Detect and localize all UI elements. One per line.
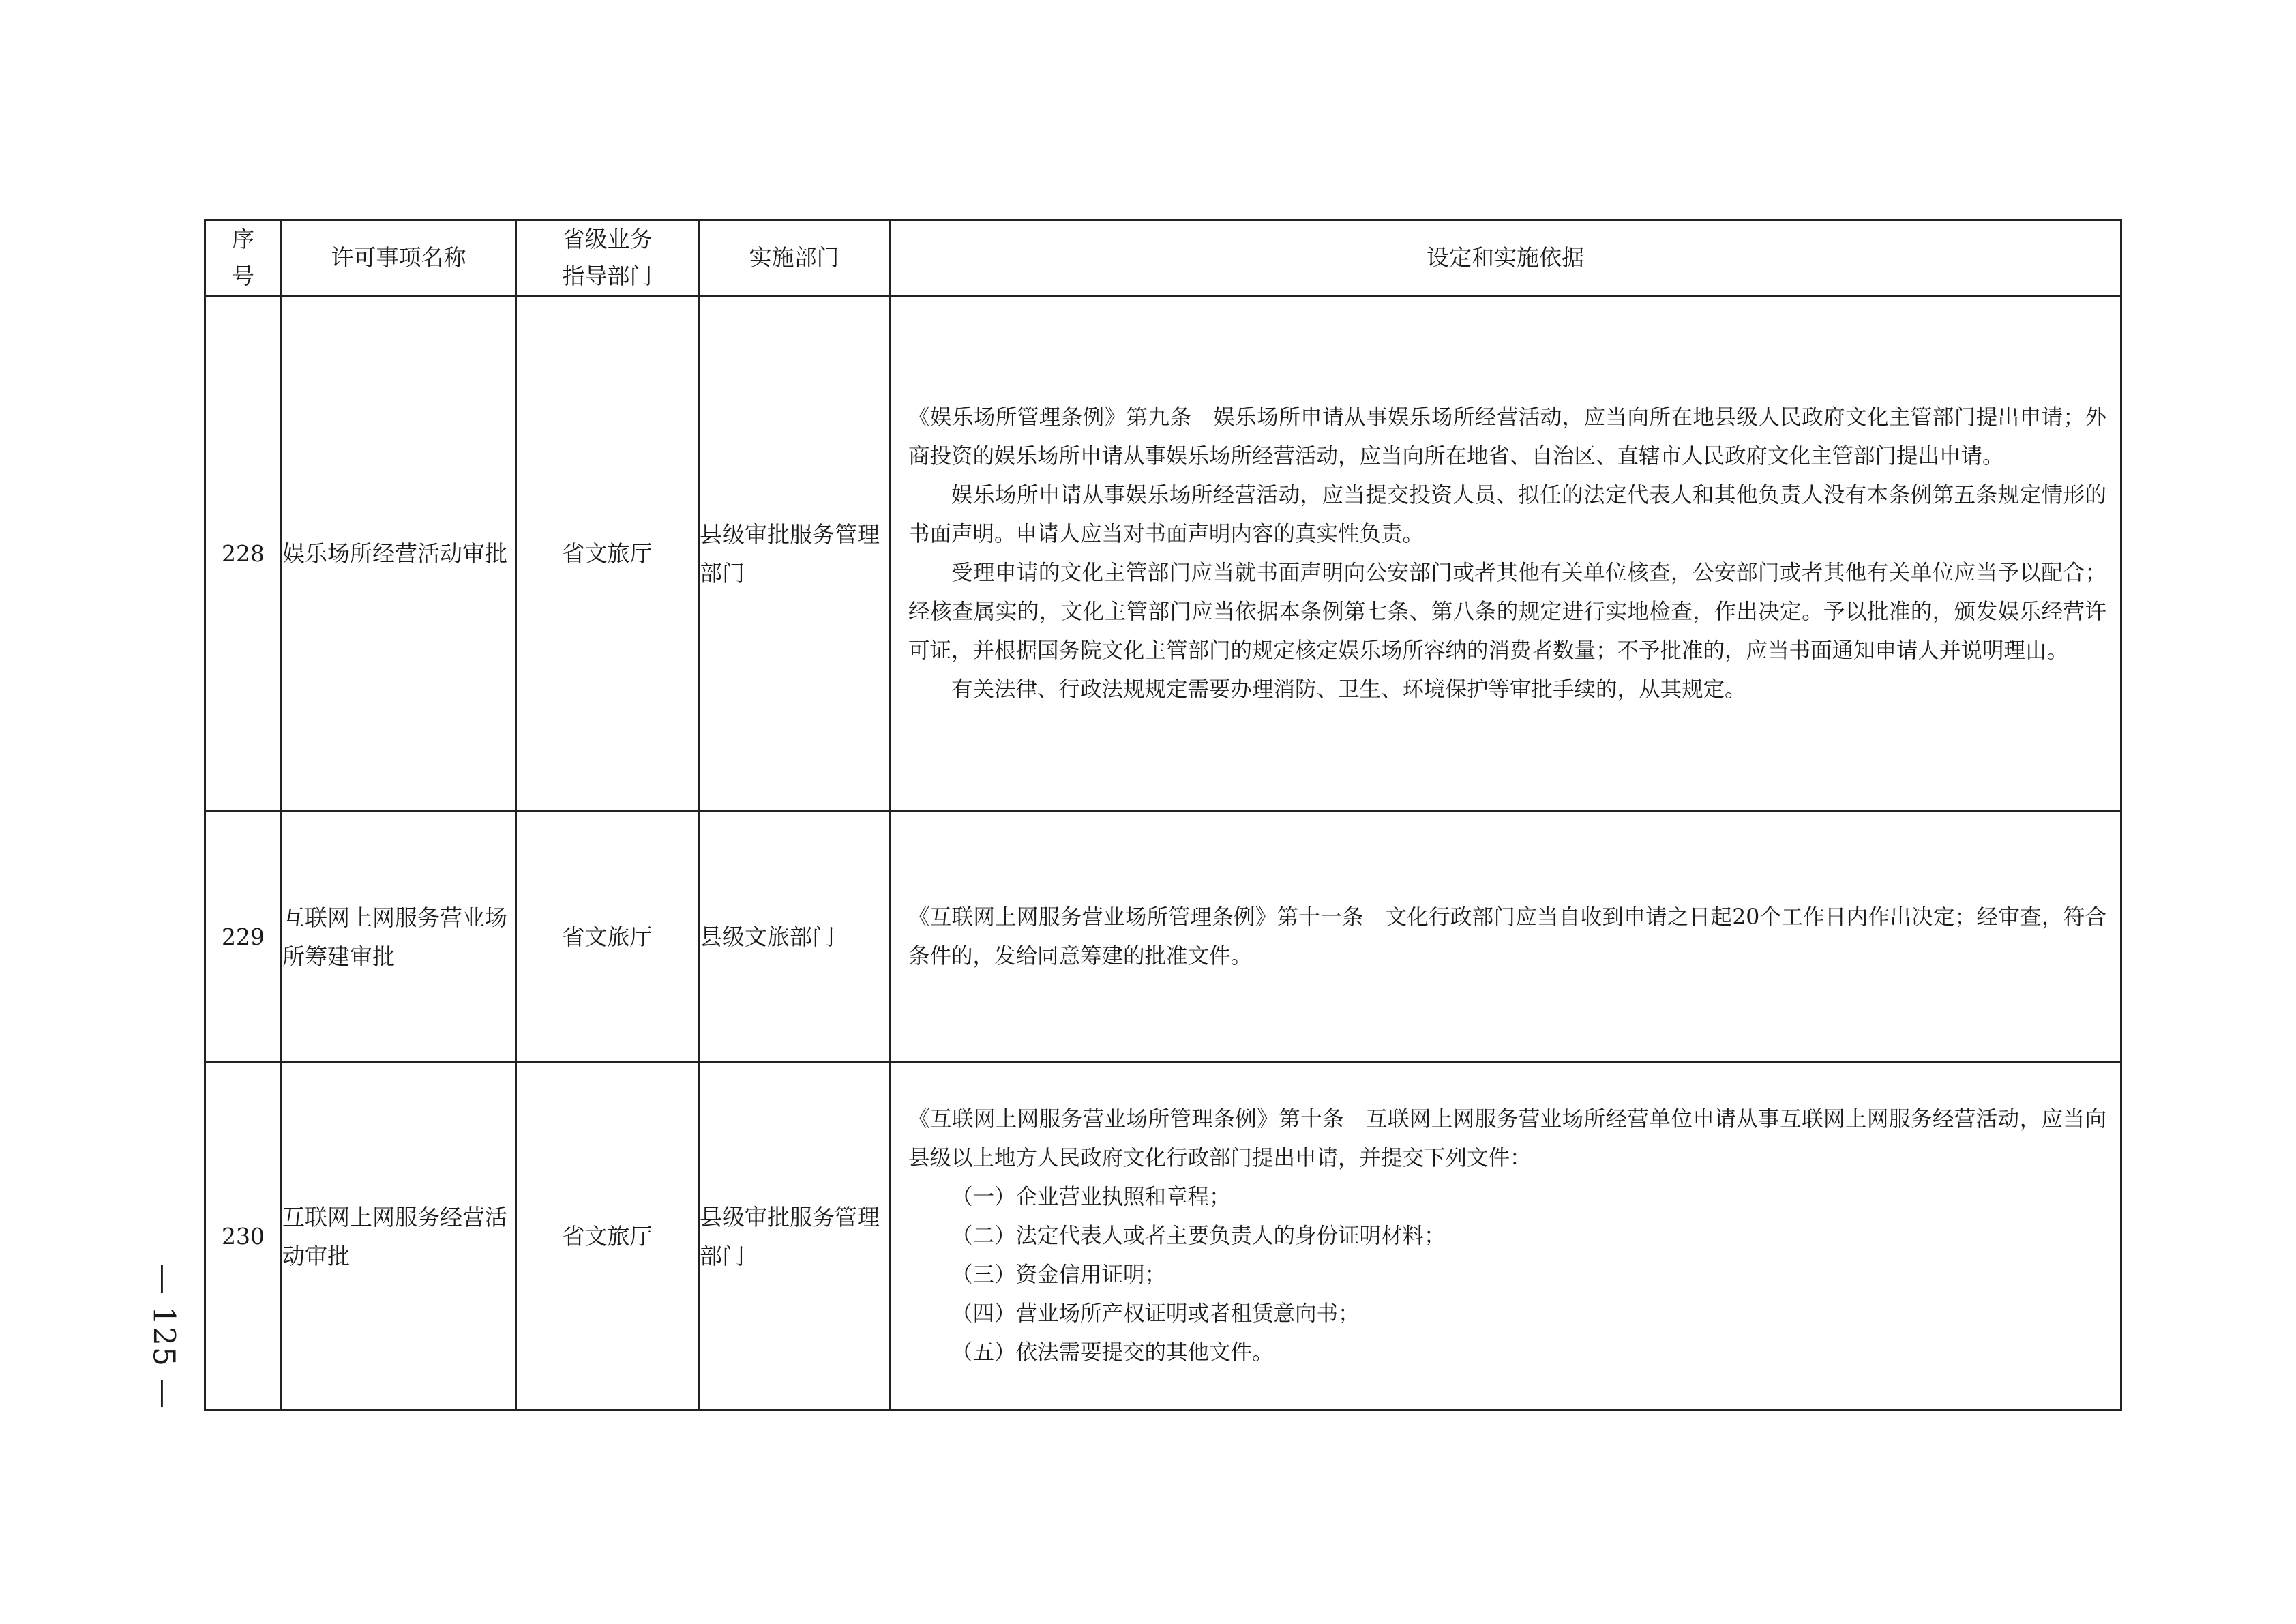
row-item-name: 互联网上网服务经营活动审批 [282,1063,516,1411]
header-serial-number [205,220,282,296]
row-item-name: 互联网上网服务营业场所筹建审批 [282,812,516,1063]
header-item-name: 许可事项名称 [282,220,516,296]
basis-list-item: （二）法定代表人或者主要负责人的身份证明材料； [951,1224,1446,1248]
row-item-name: 娱乐场所经营活动审批 [282,296,516,812]
basis-paragraph: 有关法律、行政法规规定需要办理消防、卫生、环境保护等审批手续的，从其规定。 [951,677,1746,702]
row-serial-number: 228 [205,296,282,812]
row-implementing-department: 县级文旅部门 [699,812,890,1063]
row-legal-basis [890,296,2121,812]
header-implementing-department: 实施部门 [699,220,890,296]
row-guiding-department: 省文旅厅 [516,296,699,812]
table-header-row [205,220,2121,296]
row-legal-basis [890,1063,2121,1411]
table-row [205,296,2121,812]
row-legal-basis [890,812,2121,1063]
row-implementing-department: 县级审批服务管理部门 [699,296,890,812]
basis-paragraph: 《互联网上网服务营业场所管理条例》第十一条 文化行政部门应当自收到申请之日起20个工作日内作出决定；经审查，符合条件的，发给同意筹建的批准文件。 [908,904,2106,969]
basis-paragraph: 娱乐场所申请从事娱乐场所经营活动，应当提交投资人员、拟任的法定代表人和其他负责人没有本条例第五条规定情形的书面声明。申请人应当对书面声明内容的真实性负责。 [908,482,2106,546]
basis-list-item: （一）企业营业执照和章程； [951,1185,1231,1209]
basis-paragraph: 受理申请的文化主管部门应当就书面声明向公安部门或者其他有关单位核查，公安部门或者其他有关单位应当予以配合；经核查属实的，文化主管部门应当依据本条例第七条、第八条的规定进行实地检查，作出决定。予以批准的，颁发娱乐经营许可证，并根据国务院文化主管部门的规定核定娱乐场所容纳的消费者数量；不予批准的，应当书面通知申请人并说明理由。 [908,560,2106,663]
header-serial-line2: 号 [232,263,254,289]
table-row [205,812,2121,1063]
basis-list-item: （五）依法需要提交的其他文件。 [951,1340,1274,1365]
header-serial-line1: 序 [232,226,254,252]
row-guiding-department: 省文旅厅 [516,1063,699,1411]
header-legal-basis: 设定和实施依据 [890,220,2121,296]
basis-list-item: （三）资金信用证明； [951,1263,1167,1287]
basis-list-item: （四）营业场所产权证明或者租赁意向书； [951,1301,1360,1326]
page-number: — 125 — [146,1264,181,1410]
row-serial-number: 229 [205,812,282,1063]
basis-paragraph: 《娱乐场所管理条例》第九条 娱乐场所申请从事娱乐场所经营活动，应当向所在地县级人民政府文化主管部门提出申请；外商投资的娱乐场所申请从事娱乐场所经营活动，应当向所在地省、自治区、直辖市人民政府文化主管部门提出申请。 [908,404,2106,469]
table-row [205,1063,2121,1411]
header-guiding-line2: 指导部门 [562,263,653,289]
row-guiding-department: 省文旅厅 [516,812,699,1063]
row-serial-number: 230 [205,1063,282,1411]
licensing-items-table [204,219,2122,1411]
basis-paragraph: 《互联网上网服务营业场所管理条例》第十条 互联网上网服务营业场所经营单位申请从事互联网上网服务经营活动，应当向县级以上地方人民政府文化行政部门提出申请，并提交下列文件： [908,1107,2106,1170]
row-implementing-department: 县级审批服务管理部门 [699,1063,890,1411]
header-guiding-line1: 省级业务 [562,226,653,252]
header-guiding-department [516,220,699,296]
